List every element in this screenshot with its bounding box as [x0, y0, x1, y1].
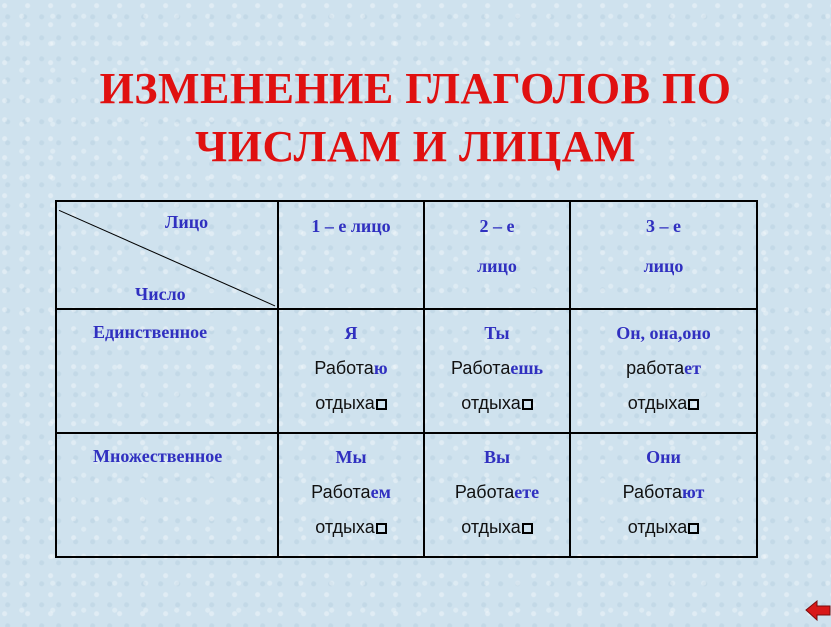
- verb-ending: ете: [514, 482, 540, 502]
- header-line: 3 – е: [646, 216, 681, 236]
- corner-label-person: Лицо: [165, 212, 209, 232]
- header-first-person: [278, 201, 424, 309]
- header-second-person: [424, 201, 570, 309]
- pronoun: Они: [646, 447, 681, 467]
- verb-work: [279, 351, 423, 386]
- cell-singular-3rd: [570, 309, 757, 433]
- pronoun: Я: [344, 323, 358, 343]
- verb-work: [571, 475, 756, 510]
- verb-rest: [425, 386, 569, 421]
- empty-square-glyph: [376, 523, 387, 534]
- corner-cell: [56, 201, 278, 309]
- pronoun: Ты: [484, 323, 510, 343]
- header-line: 2 – е: [479, 216, 515, 236]
- empty-square-glyph: [522, 523, 533, 534]
- empty-square-glyph: [522, 399, 533, 410]
- cell-singular-1st: [278, 309, 424, 433]
- verb-stem: отдыха: [627, 517, 688, 537]
- header-line: лицо: [477, 256, 517, 276]
- cell-plural-2nd: [424, 433, 570, 557]
- verb-stem: отдыха: [315, 393, 375, 413]
- verb-ending: ю: [373, 358, 388, 378]
- corner-label-number: Число: [135, 284, 186, 304]
- cell-plural-3rd: [570, 433, 757, 557]
- cell-plural-1st: [278, 433, 424, 557]
- back-button[interactable]: [805, 598, 831, 623]
- pronoun: Вы: [483, 447, 511, 467]
- verb-work: [425, 351, 569, 386]
- verb-rest: [279, 510, 423, 545]
- verb-stem: Работа: [622, 482, 683, 502]
- cell-singular-2nd: [424, 309, 570, 433]
- verb-work: [425, 475, 569, 510]
- empty-square-glyph: [688, 399, 699, 410]
- row-label-singular: Единственное: [56, 309, 278, 433]
- verb-stem: работа: [626, 358, 685, 378]
- conjugation-table: [55, 200, 758, 558]
- title-line-2: ЧИСЛАМ И ЛИЦАМ: [194, 122, 637, 171]
- verb-stem: Работа: [450, 358, 511, 378]
- slide-title: [0, 60, 831, 176]
- verb-stem: Работа: [311, 482, 371, 502]
- verb-rest: [279, 386, 423, 421]
- table-row-singular: [56, 309, 757, 433]
- pronoun: Мы: [335, 447, 367, 467]
- verb-ending: ют: [682, 482, 705, 502]
- verb-rest: [571, 510, 756, 545]
- pronoun: Он, она,оно: [616, 323, 711, 343]
- verb-stem: отдыха: [461, 393, 521, 413]
- verb-ending: ешь: [510, 358, 544, 378]
- verb-work: [279, 475, 423, 510]
- header-line: 1 – е лицо: [311, 216, 391, 236]
- verb-stem: Работа: [314, 358, 374, 378]
- verb-ending: ет: [684, 358, 701, 378]
- verb-rest: [571, 386, 756, 421]
- title-line-1: ИЗМЕНЕНИЕ ГЛАГОЛОВ ПО: [99, 64, 732, 113]
- empty-square-glyph: [376, 399, 387, 410]
- back-arrow-icon: [805, 598, 831, 623]
- verb-stem: отдыха: [315, 517, 375, 537]
- table-row-plural: [56, 433, 757, 557]
- verb-rest: [425, 510, 569, 545]
- header-row: [56, 201, 757, 309]
- verb-work: [571, 351, 756, 386]
- verb-stem: отдыха: [627, 393, 688, 413]
- row-label-plural: Множественное: [56, 433, 278, 557]
- header-line: лицо: [643, 256, 684, 276]
- empty-square-glyph: [688, 523, 699, 534]
- verb-stem: отдыха: [461, 517, 521, 537]
- verb-stem: Работа: [454, 482, 515, 502]
- verb-ending: ем: [370, 482, 391, 502]
- header-third-person: [570, 201, 757, 309]
